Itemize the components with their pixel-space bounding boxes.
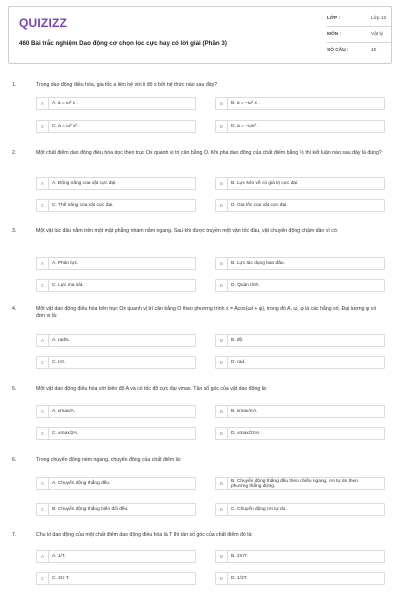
option-a[interactable]	[36, 550, 196, 563]
option-text: D. rad.	[231, 360, 246, 365]
option-letter: A	[37, 98, 49, 109]
option-d[interactable]	[215, 356, 385, 369]
option-text: D. vmax/2πA.	[231, 431, 261, 436]
option-text: B. 2π/T.	[231, 554, 248, 559]
option-letter: A	[37, 178, 49, 189]
option-text: A. vmax/A.	[52, 409, 76, 414]
option-letter: B	[216, 478, 228, 489]
meta-key: SỐ CÂU :	[327, 48, 349, 53]
option-c[interactable]	[36, 356, 196, 369]
option-text: C. Lực ma sát.	[52, 283, 84, 288]
option-a[interactable]	[36, 405, 196, 418]
question-number: 1.	[12, 82, 17, 88]
option-d[interactable]	[215, 199, 385, 212]
option-letter: A	[37, 335, 49, 346]
worksheet-header	[8, 6, 392, 64]
option-letter: A	[37, 258, 49, 269]
option-letter: C	[37, 504, 49, 515]
option-c[interactable]	[36, 572, 196, 585]
meta-value: Lớp 12	[371, 16, 387, 21]
question-number: 7.	[12, 532, 17, 538]
option-letter: D	[216, 428, 228, 439]
option-text: A. Động năng của vật cực đại.	[52, 181, 117, 186]
question-text: Một vật dao động điều hòa với biên độ A và có tốc độ cực đại vmax. Tần số góc của vật dao động là:	[36, 386, 268, 392]
option-text: A. 1/T.	[52, 554, 66, 559]
option-text: A. Phản lực.	[52, 261, 79, 266]
option-text: B. Lực kéo về có giá trị cực đại.	[231, 181, 299, 186]
option-a[interactable]	[36, 257, 196, 270]
option-text: B. a = −ω² x .	[231, 101, 260, 106]
meta-key: LỚP :	[327, 16, 341, 21]
question-number: 5.	[12, 386, 17, 392]
option-letter: B	[216, 551, 228, 562]
option-letter: D	[216, 357, 228, 368]
meta-key: MÔN :	[327, 32, 342, 37]
option-letter: C	[37, 280, 49, 291]
option-d[interactable]	[215, 279, 385, 292]
question-text: Một vật lúc đầu nằm trên một mặt phẳng nhám nằm ngang. Sau khi được truyền một vận tốc đầu, vật chuyển động chậm dần vì có:	[36, 228, 339, 234]
option-letter: D	[216, 200, 228, 211]
option-b[interactable]	[215, 257, 385, 270]
option-c[interactable]	[36, 503, 196, 516]
page-title: 460 Bài trắc nghiệm Dao động cơ chọn lọc cực hay có lời giải (Phần 3)	[19, 40, 227, 47]
question-text: Một chất điểm dao động điều hòa dọc theo trục Ox quanh vị trí cân bằng O. Khi pha dao động của chất điểm bằng ½ thì kết luận nào sau đây là đúng?	[36, 150, 382, 156]
option-a[interactable]	[36, 97, 196, 110]
option-b[interactable]	[215, 477, 385, 490]
option-text: B. độ.	[231, 338, 244, 343]
option-letter: D	[216, 573, 228, 584]
option-text: C. Chuyển động rơi tự do.	[231, 507, 287, 512]
option-letter: D	[216, 121, 228, 132]
option-text: D. 1/2T.	[231, 576, 248, 581]
option-text: A. a = ω² x .	[52, 101, 78, 106]
option-b[interactable]	[215, 550, 385, 563]
option-d[interactable]	[215, 427, 385, 440]
question-number: 3.	[12, 228, 17, 234]
option-b[interactable]	[215, 177, 385, 190]
option-c[interactable]	[36, 120, 196, 133]
option-b[interactable]	[215, 405, 385, 418]
option-letter: D	[216, 504, 228, 515]
option-text: B. Chuyển động thẳng biến đổi đều.	[52, 507, 129, 512]
option-letter: B	[216, 98, 228, 109]
meta-value: 40	[371, 48, 377, 53]
option-c[interactable]	[36, 279, 196, 292]
option-letter: B	[216, 178, 228, 189]
question-text: Trong dao động điều hòa, gia tốc a liên hệ với li độ x bởi hệ thức nào sau đây?	[36, 82, 218, 88]
option-a[interactable]	[36, 177, 196, 190]
option-letter: C	[37, 200, 49, 211]
option-letter: C	[37, 573, 49, 584]
option-c[interactable]	[36, 427, 196, 440]
divider	[327, 26, 391, 27]
option-text: A. Chuyển động thẳng đều.	[52, 481, 111, 486]
question-text: Trong chuyển động ném ngang, chuyển động của chất điểm là:	[36, 457, 182, 463]
option-letter: C	[37, 428, 49, 439]
option-c[interactable]	[36, 199, 196, 212]
option-text: A. rad/s.	[52, 338, 70, 343]
question-number: 4.	[12, 306, 17, 312]
option-text: C. vmax/2A.	[52, 431, 79, 436]
option-letter: A	[37, 478, 49, 489]
option-text: B. vmax/πA.	[231, 409, 258, 414]
option-text: C. Hz.	[52, 360, 66, 365]
option-a[interactable]	[36, 334, 196, 347]
option-b[interactable]	[215, 97, 385, 110]
question-text: Một vật dao động điều hòa trên trục Ox quanh vị trí cân bằng O theo phương trình x = Acos(ωt + φ), trong đó A, ω, φ là các hằng số. Đại lượng φ có đơn vị là:	[36, 306, 377, 319]
option-b[interactable]	[215, 334, 385, 347]
option-d[interactable]	[215, 120, 385, 133]
question-number: 6.	[12, 457, 17, 463]
option-letter: B	[216, 406, 228, 417]
option-letter: A	[37, 406, 49, 417]
option-letter: B	[216, 335, 228, 346]
option-letter: C	[37, 357, 49, 368]
quizizz-logo: QUIZIZZ	[19, 16, 68, 30]
option-text: D. Gia tốc của vật cực đại.	[231, 203, 288, 208]
option-text: C. a = ω² x² .	[52, 124, 80, 129]
option-text: C. Thế năng của vật cực đại.	[52, 203, 114, 208]
option-d[interactable]	[215, 503, 385, 516]
option-letter: B	[216, 258, 228, 269]
question-number: 2.	[12, 150, 17, 156]
question-text: Chu kì dao động của một chất điểm dao động điều hòa là T thì tần số góc của chất điểm đó là:	[36, 532, 253, 538]
option-text: B. Chuyển động thẳng đều theo chiều ngang, rơi tự do theo phương thẳng đứng.	[231, 478, 358, 489]
option-letter: A	[37, 551, 49, 562]
option-a[interactable]	[36, 477, 196, 490]
option-d[interactable]	[215, 572, 385, 585]
option-text: D. a = −ωx² .	[231, 124, 259, 129]
meta-value: Vật lý	[371, 32, 383, 37]
divider	[327, 42, 391, 43]
option-letter: D	[216, 280, 228, 291]
option-text: C. 2π·T.	[52, 576, 70, 581]
option-text: B. Lực tác dụng ban đầu.	[231, 261, 285, 266]
option-text: D. Quán tính.	[231, 283, 260, 288]
option-letter: C	[37, 121, 49, 132]
